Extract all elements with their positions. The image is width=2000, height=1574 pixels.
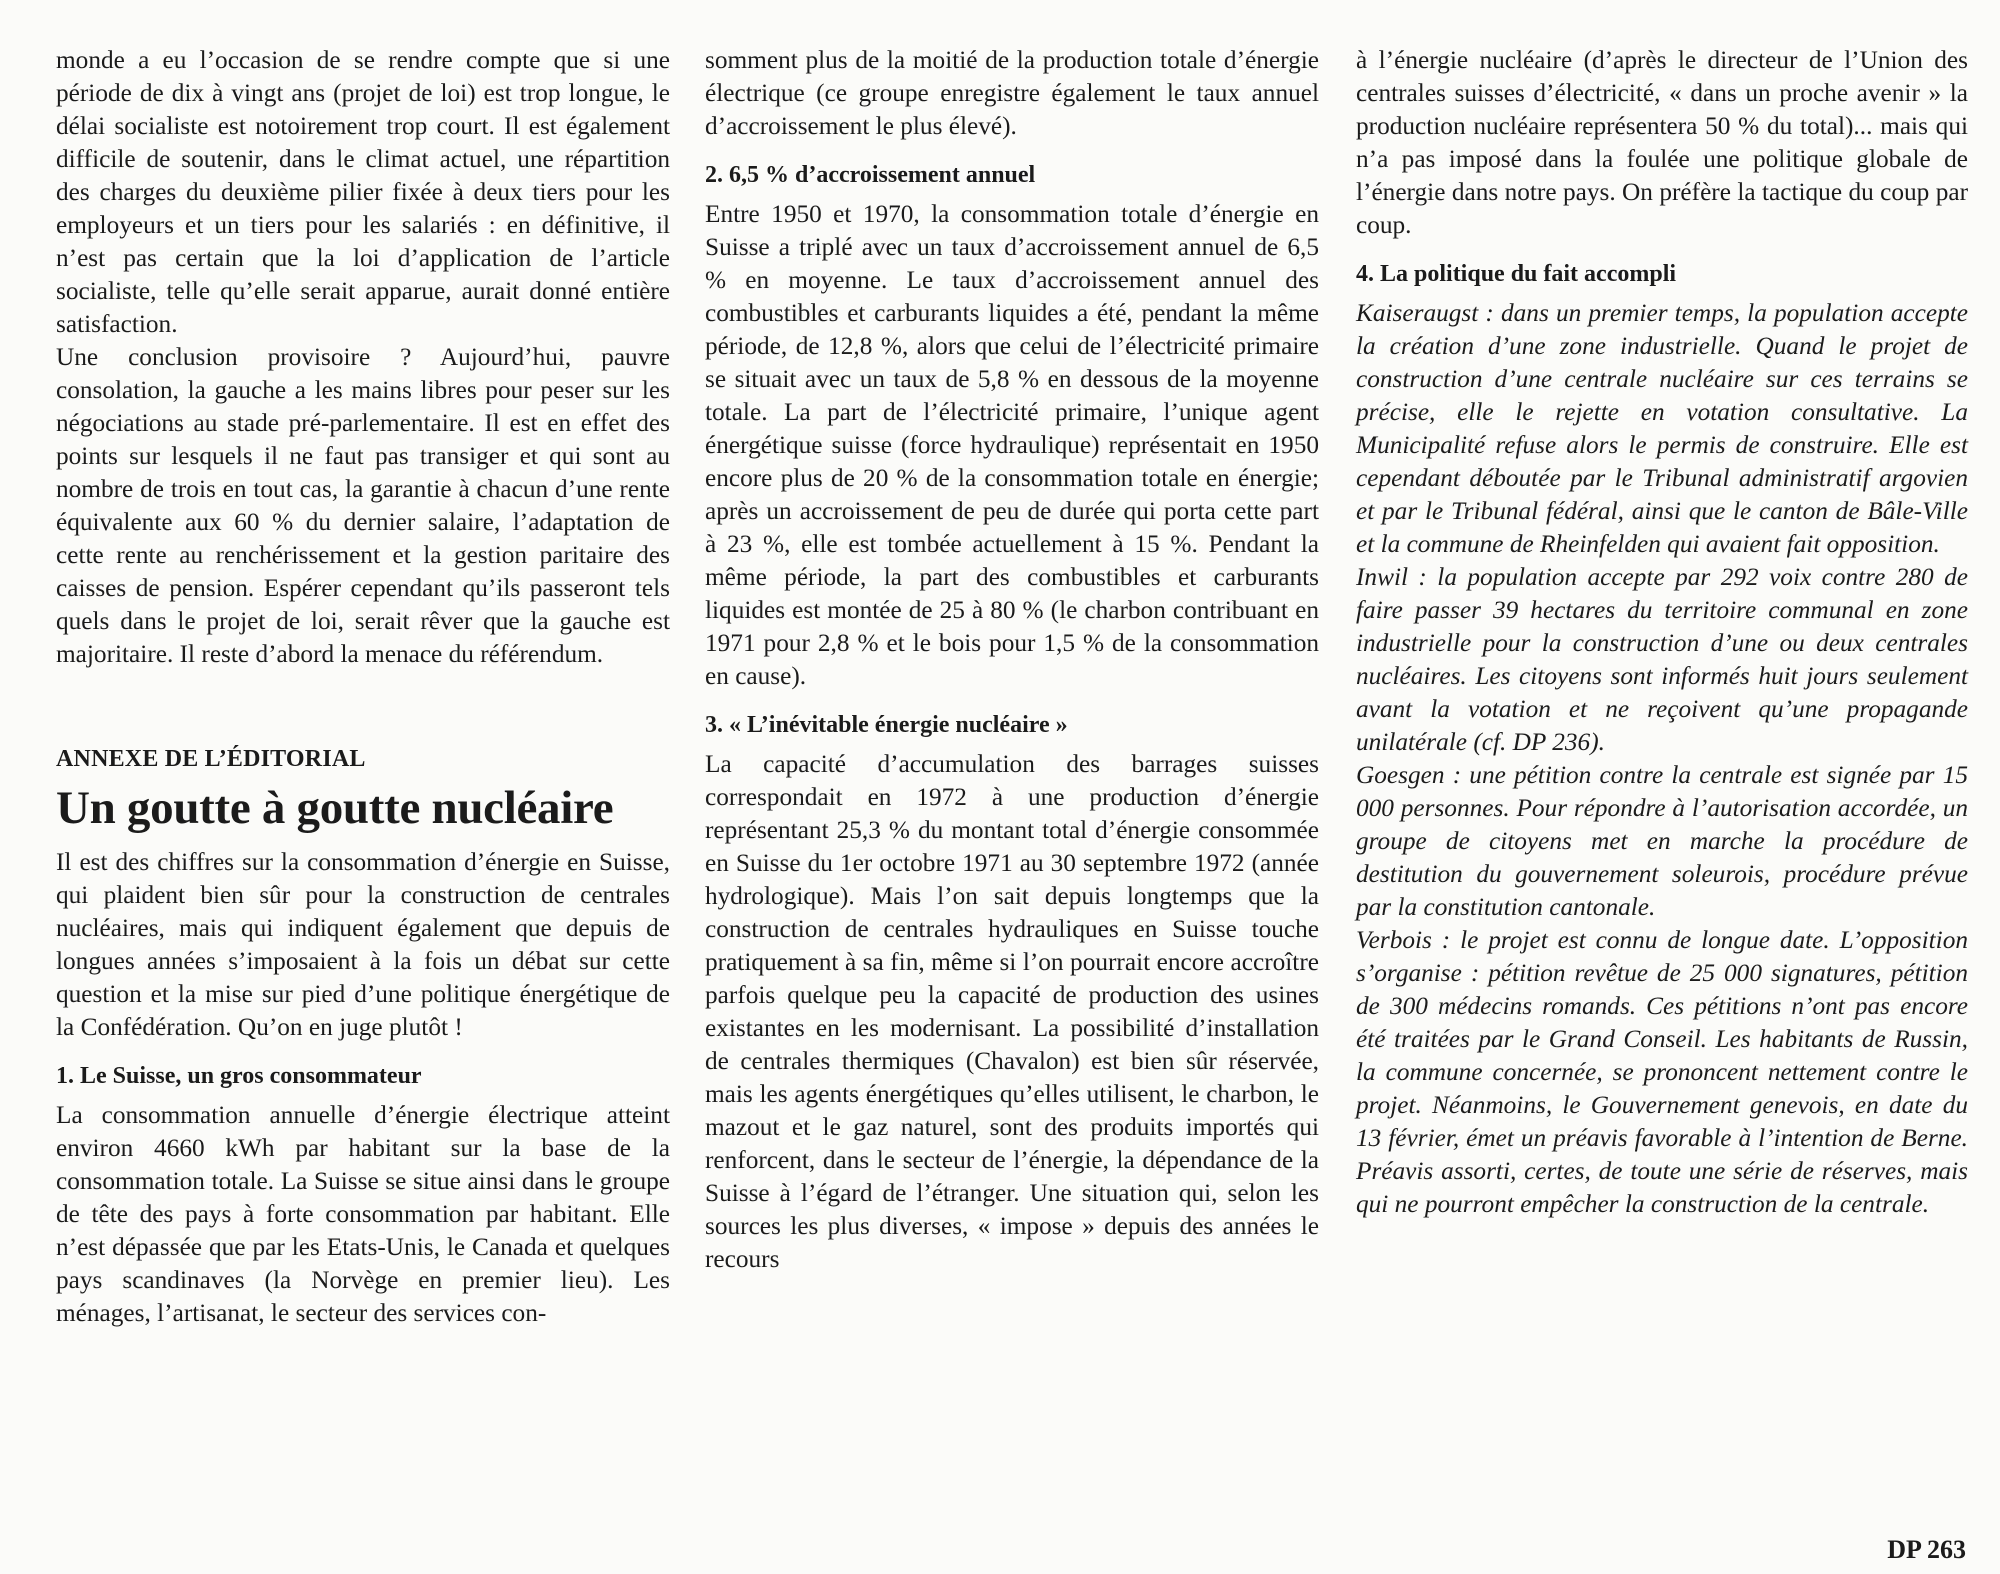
- paragraph-continued: monde a eu l’occasion de se rendre compte que si une période de dix à vingt ans (projet de loi) est trop longue, le délai socialiste est notoirement trop court. Il est également difficile de soutenir, dans le climat actuel, une répartition des charges du deuxième pilier fixée à deux tiers pour les employeurs et un tiers pour les salariés : en définitive, il n’est pas certain que la loi d’application de l’article socialiste, telle qu’elle serait apparue, aurait donné entière satisfaction.: [56, 46, 670, 338]
- annex-label: ANNEXE DE L’ÉDITORIAL: [56, 746, 366, 772]
- section-heading-2: 2. 6,5 % d’accroissement annuel: [705, 162, 1036, 188]
- case-goesgen: Goesgen : une pétition contre la centrale est signée par 15 000 personnes. Pour répondre à l’autorisation accordée, un groupe de citoyens met en marche la procédure de destitution du gouvernement soleurois, procédure prévue par la constitution cantonale.: [1356, 761, 1968, 921]
- section-heading-4: 4. La politique du fait accompli: [1356, 261, 1677, 287]
- paragraph-conclusion: Une conclusion provisoire ? Aujourd’hui, pauvre consolation, la gauche a les mains libres pour peser sur les négociations au stade pré-parlementaire. Il est en effet des points sur lesquels il ne faut pas transiger et qui sont au nombre de trois en tout cas, la garantie à chacun d’une rente équivalente aux 60 % du dernier salaire, l’adaptation de cette rente au renchérissement et la gestion paritaire des caisses de pension. Espérer cependant qu’ils passeront tels quels dans le projet de loi, serait rêver que la gauche est majoritaire. Il reste d’abord la menace du référendum.: [56, 343, 670, 668]
- case-kaiseraugst: Kaiseraugst : dans un premier temps, la population accepte la création d’une zone industrielle. Quand le projet de construction d’une centrale nucléaire sur ces terrains se précise, elle le rejette en votation consultative. La Municipalité refuse alors le permis de construire. Elle est cependant déboutée par le Tribunal administratif argovien et par le Tribunal fédéral, ainsi que le canton de Bâle-Ville et la commune de Rheinfelden qui avaient fait opposition.: [1356, 299, 1968, 558]
- column-middle: [705, 44, 1319, 1276]
- section-text-2: Entre 1950 et 1970, la consommation totale d’énergie en Suisse a triplé avec un taux d’accroissement annuel de 6,5 % en moyenne. Le taux d’accroissement annuel des combustibles et carburants liquides a été, pendant la même période, de 12,8 %, alors que celui de l’électricité primaire se situait avec un taux de 5,8 % en dessous de la moyenne totale. La part de l’électricité primaire, l’unique agent énergétique suisse (force hydraulique) représentait en 1950 encore plus de 20 % de la consommation totale en énergie; après un accroissement de peu de durée qui porta cette part à 23 %, elle est tombée actuellement à 15 %. Pendant la même période, la part des combustibles et carburants liquides est montée de 25 à 80 % (le charbon contribuant en 1971 pour 2,8 % et le bois pour 1,5 % de la consommation en cause).: [705, 200, 1319, 690]
- column-left: [56, 44, 670, 1330]
- section-text-1: La consommation annuelle d’énergie électrique atteint environ 4660 kWh par habitant sur la base de la consommation totale. La Suisse se situe ainsi dans le groupe de tête des pays à forte consommation par habitant. Elle n’est dépassée que par les Etats-Unis, le Canada et quelques pays scandinaves (la Norvège en premier lieu). Les ménages, l’artisanat, le secteur des services con-: [56, 1101, 670, 1327]
- section-text-3: La capacité d’accumulation des barrages suisses correspondait en 1972 à une production d’énergie représentant 25,3 % du montant total d’énergie consommée en Suisse du 1er octobre 1971 au 30 septembre 1972 (année hydrologique). Mais l’on sait depuis longtemps que la construction de centrales hydrauliques en Suisse touche pratiquement à sa fin, même si l’on pourrait encore accroître parfois quelque peu la capacité de production des usines existantes en les modernisant. La possibilité d’installation de centrales thermiques (Chavalon) est bien sûr réservée, mais les agents énergétiques qu’elles utilisent, le charbon, le mazout et le gaz naturel, sont des produits importés qui renforcent, dans le secteur de l’énergie, la dépendance de la Suisse à l’égard de l’étranger. Une situation qui, selon les sources les plus diverses, « impose » depuis des années le recours: [705, 750, 1319, 1273]
- column-right: [1356, 44, 1968, 1221]
- paragraph-continued: somment plus de la moitié de la production totale d’énergie électrique (ce groupe enregistre également le taux annuel d’accroissement le plus élevé).: [705, 46, 1319, 140]
- paragraph-continued: à l’énergie nucléaire (d’après le directeur de l’Union des centrales suisses d’électricité, « dans un proche avenir » la production nucléaire représentera 50 % du total)... mais qui n’a pas imposé dans la foulée une politique globale de l’énergie dans notre pays. On préfère la tactique du coup par coup.: [1356, 46, 1968, 239]
- case-verbois: Verbois : le projet est connu de longue date. L’opposition s’organise : pétition revêtue de 25 000 signatures, pétition de 300 médecins romands. Ces pétitions n’ont pas encore été traitées par le Grand Conseil. Les habitants de Russin, la commune concernée, se prononcent nettement contre le projet. Néanmoins, le Gouvernement genevois, en date du 13 février, émet un préavis favorable à l’intention de Berne. Préavis assorti, certes, de toute une série de réserves, mais qui ne pourront empêcher la construction de la centrale.: [1356, 926, 1968, 1218]
- section-heading-1: 1. Le Suisse, un gros consommateur: [56, 1063, 422, 1089]
- article-title: Un goutte à goutte nucléaire: [56, 782, 614, 834]
- section-heading-3: 3. « L’inévitable énergie nucléaire »: [705, 712, 1068, 738]
- article-intro: Il est des chiffres sur la consommation d’énergie en Suisse, qui plaident bien sûr pour la construction de centrales nucléaires, mais qui indiquent également que depuis de longues années s’imposaient à la fois un débat sur cette question et la mise sur pied d’une politique énergétique de la Confédération. Qu’on en juge plutôt !: [56, 848, 670, 1041]
- case-inwil: Inwil : la population accepte par 292 voix contre 280 de faire passer 39 hectares du territoire communal en zone industrielle pour la construction d’une ou deux centrales nucléaires. Les citoyens sont informés huit jours seulement avant la votation et ne reçoivent qu’une propagande unilatérale (cf. DP 236).: [1356, 563, 1968, 756]
- page-folio: DP 263: [1887, 1535, 1966, 1564]
